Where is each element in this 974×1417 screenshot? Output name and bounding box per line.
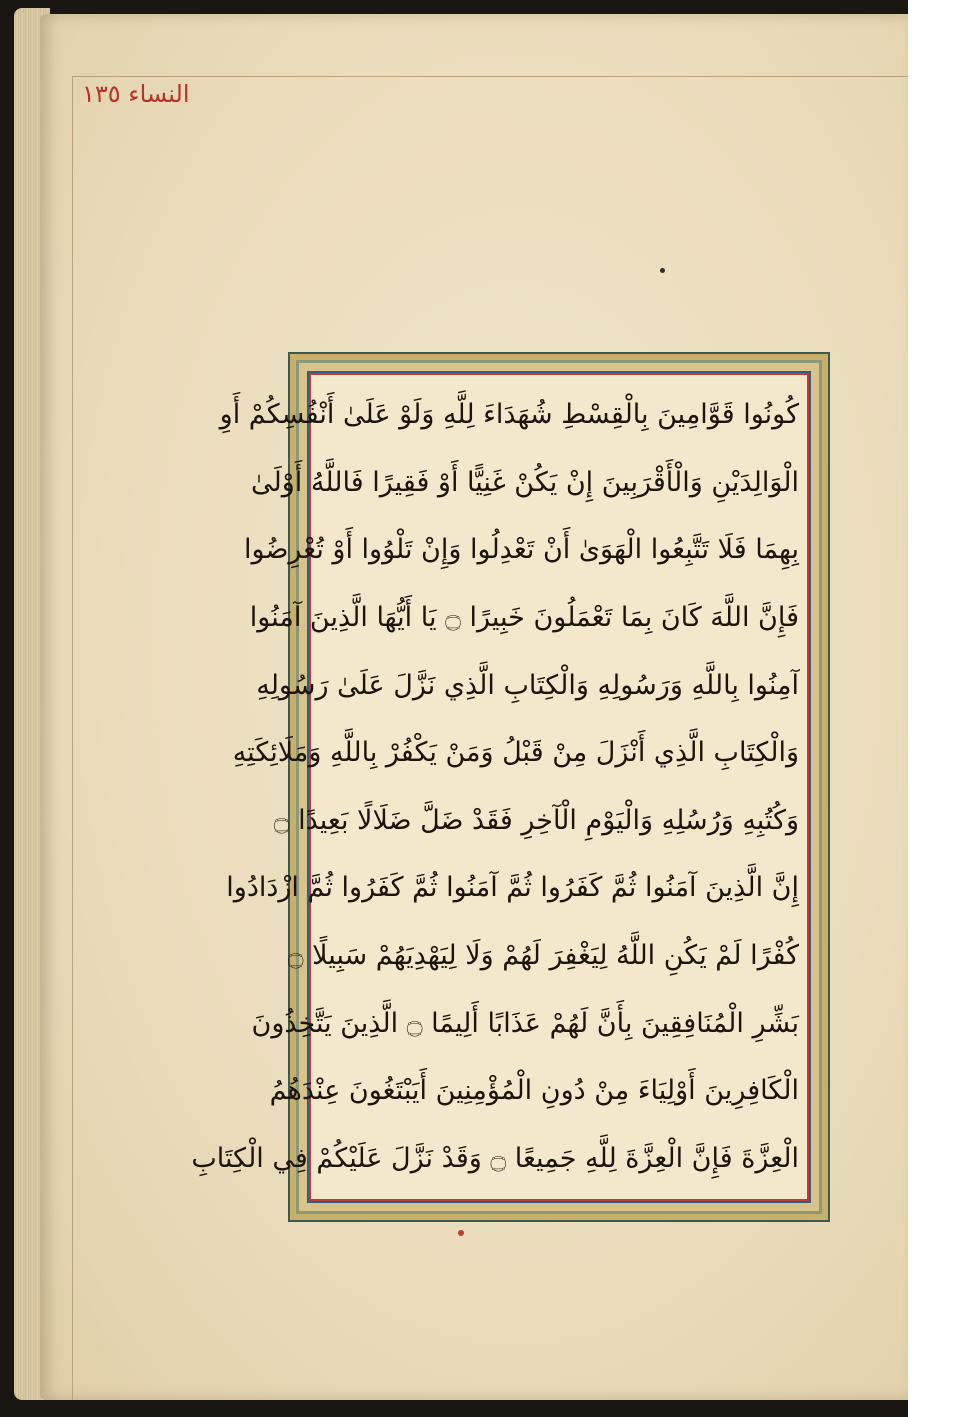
ruled-line-top [72, 76, 908, 77]
text-line-7: وَكُتُبِهِ وَرُسُلِهِ وَالْيَوْمِ الْآخِرِ فَقَدْ ضَلَّ ضَلَالًا بَعِيدًا ۝ [273, 804, 799, 836]
red-dot [458, 1230, 464, 1236]
text-line-5: آمِنُوا بِاللَّهِ وَرَسُولِهِ وَالْكِتَابِ الَّذِي نَزَّلَ عَلَىٰ رَسُولِهِ [256, 669, 799, 701]
text-line-9: كُفْرًا لَمْ يَكُنِ اللَّهُ لِيَغْفِرَ لَهُمْ وَلَا لِيَهْدِيَهُمْ سَبِيلًا ۝ [287, 940, 799, 971]
text-line-2: الْوَالِدَيْنِ وَالْأَقْرَبِينَ إِنْ يَكُنْ غَنِيًّا أَوْ فَقِيرًا فَاللَّهُ أَوْلَىٰ [251, 466, 799, 498]
text-line-8: إِنَّ الَّذِينَ آمَنُوا ثُمَّ كَفَرُوا ثُمَّ آمَنُوا ثُمَّ كَفَرُوا ثُمَّ ازْدَادُوا [226, 872, 799, 904]
text-line-10: بَشِّرِ الْمُنَافِقِينَ بِأَنَّ لَهُمْ عَذَابًا أَلِيمًا ۝ الَّذِينَ يَتَّخِذُونَ [251, 1007, 799, 1039]
text-line-3: بِهِمَا فَلَا تَتَّبِعُوا الْهَوَىٰ أَنْ تَعْدِلُوا وَإِنْ تَلْوُوا أَوْ تُعْرِضُوا [244, 534, 799, 566]
text-line-1: كُونُوا قَوَّامِينَ بِالْقِسْطِ شُهَدَاءَ لِلَّهِ وَلَوْ عَلَىٰ أَنْفُسِكُمْ أَوِ [219, 399, 799, 430]
text-line-4: فَإِنَّ اللَّهَ كَانَ بِمَا تَعْمَلُونَ خَبِيرًا ۝ يَا أَيُّهَا الَّذِينَ آمَنُوا [249, 601, 799, 633]
ink-dot [660, 268, 665, 273]
text-block [191, 375, 807, 1199]
scan-margin [908, 0, 974, 1417]
running-head: النساء ١٣٥ [82, 80, 190, 108]
text-line-12: الْعِزَّةَ فَإِنَّ الْعِزَّةَ لِلَّهِ جَمِيعًا ۝ وَقَدْ نَزَّلَ عَلَيْكُمْ فِي الْكِتَابِ [191, 1142, 799, 1174]
text-line-6: وَالْكِتَابِ الَّذِي أَنْزَلَ مِنْ قَبْلُ وَمَنْ يَكْفُرْ بِاللَّهِ وَمَلَائِكَتِهِ [232, 737, 799, 769]
ruled-line-left [72, 76, 73, 1400]
text-line-11: الْكَافِرِينَ أَوْلِيَاءَ مِنْ دُونِ الْمُؤْمِنِينَ أَيَبْتَغُونَ عِنْدَهُمُ [269, 1075, 799, 1107]
text-frame [191, 352, 830, 1222]
